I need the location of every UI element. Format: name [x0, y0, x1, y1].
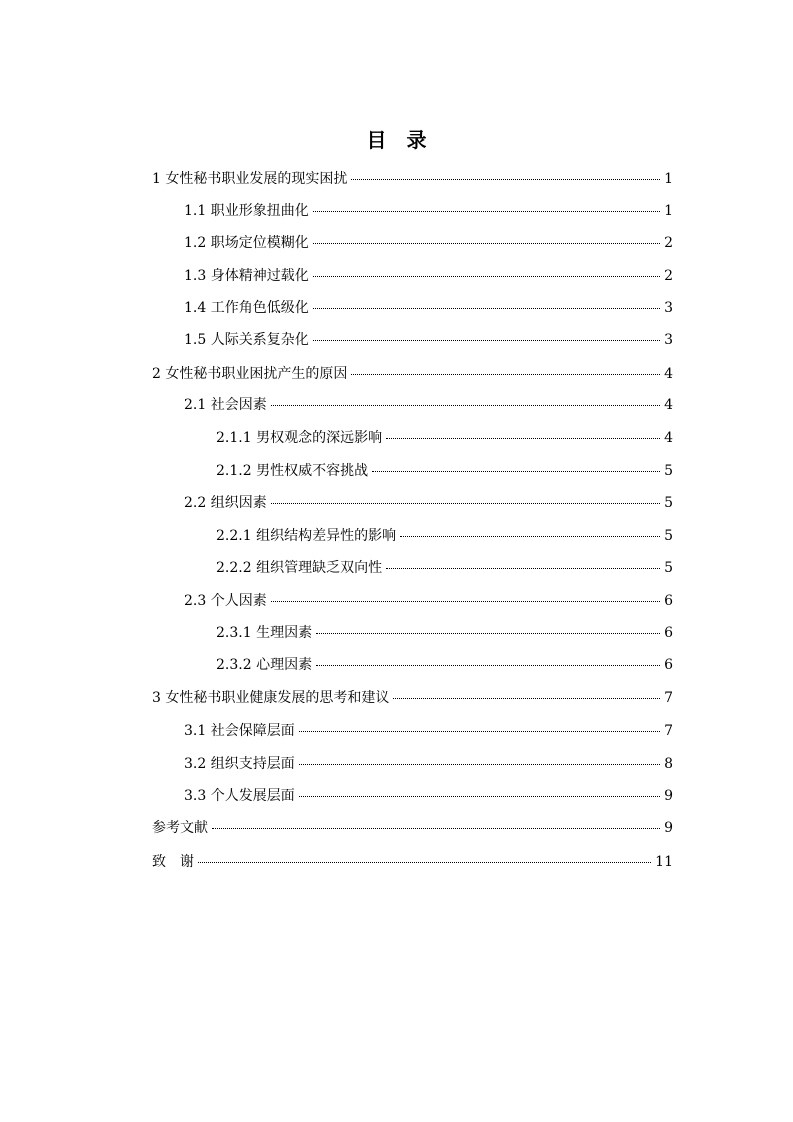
- toc-page-number: 7: [664, 690, 673, 706]
- toc-page-number: 3: [664, 332, 673, 348]
- toc-entry-text: 2.1 社会因素: [184, 397, 267, 413]
- dot-leader: [212, 827, 660, 829]
- toc-entry-text: 1.5 人际关系复杂化: [184, 332, 309, 348]
- dot-leader: [198, 861, 651, 863]
- toc-entry-text: 2.3.2 心理因素: [216, 657, 313, 673]
- toc-page-number: 7: [664, 723, 673, 739]
- dot-leader: [386, 567, 660, 569]
- toc-page-number: 5: [664, 495, 673, 511]
- toc-page-number: 4: [664, 366, 673, 382]
- toc-entry-text: 2.2.1 组织结构差异性的影响: [216, 528, 397, 544]
- toc-entry-text: 3.2 组织支持层面: [184, 756, 295, 772]
- toc-entry-2[interactable]: [152, 364, 673, 384]
- dot-leader: [313, 210, 660, 212]
- toc-page-number: 6: [664, 593, 673, 609]
- dot-leader: [313, 339, 660, 341]
- dot-leader: [299, 763, 660, 765]
- toc-entry-2-1-2[interactable]: [216, 461, 673, 481]
- toc-entry-text: 1 女性秘书职业发展的现实困扰: [152, 171, 348, 187]
- toc-title: 目录: [366, 128, 447, 152]
- toc-page-number: 4: [664, 430, 673, 446]
- toc-entry-2-2[interactable]: [184, 493, 673, 513]
- toc-page-number: 8: [664, 756, 673, 772]
- toc-entry-1-2[interactable]: [184, 233, 673, 253]
- toc-page-number: 11: [655, 854, 673, 870]
- toc-page-number: 9: [664, 788, 673, 804]
- toc-entry-1[interactable]: [152, 169, 673, 189]
- toc-entry-3-3[interactable]: [184, 786, 673, 806]
- toc-entry-2-1[interactable]: [184, 395, 673, 415]
- dot-leader: [372, 470, 660, 472]
- dot-leader: [313, 242, 660, 244]
- toc-entry-1-3[interactable]: [184, 266, 673, 286]
- toc-entry-text: 致 谢: [152, 854, 194, 870]
- dot-leader: [271, 600, 660, 602]
- toc-page-number: 5: [664, 528, 673, 544]
- toc-page-number: 9: [664, 820, 673, 836]
- toc-page-number: 4: [664, 397, 673, 413]
- toc-entry-text: 1.3 身体精神过载化: [184, 268, 309, 284]
- toc-entry-1-4[interactable]: [184, 298, 673, 318]
- dot-leader: [351, 178, 660, 180]
- dot-leader: [316, 664, 660, 666]
- dot-leader: [400, 535, 660, 537]
- toc-page-number: 6: [664, 625, 673, 641]
- toc-entry-2-3[interactable]: [184, 591, 673, 611]
- toc-entry-text: 1.4 工作角色低级化: [184, 300, 309, 316]
- toc-page-number: 5: [664, 560, 673, 576]
- dot-leader: [351, 373, 660, 375]
- dot-leader: [386, 437, 660, 439]
- toc-entry-2-3-1[interactable]: [216, 623, 673, 643]
- dot-leader: [313, 275, 660, 277]
- toc-entry-2-2-1[interactable]: [216, 526, 673, 546]
- toc-entry-2-1-1[interactable]: [216, 428, 673, 448]
- toc-page-number: 2: [664, 268, 673, 284]
- toc-entry-text: 3.1 社会保障层面: [184, 723, 295, 739]
- toc-page-number: 2: [664, 235, 673, 251]
- dot-leader: [271, 404, 660, 406]
- dot-leader: [313, 307, 660, 309]
- toc-entry-text: 2.1.2 男性权威不容挑战: [216, 463, 369, 479]
- toc-entry-text: 3.3 个人发展层面: [184, 788, 295, 804]
- toc-entry-3[interactable]: [152, 688, 673, 708]
- toc-page-number: 1: [664, 203, 673, 219]
- toc-entry-1-5[interactable]: [184, 330, 673, 350]
- toc-entry-text: 2 女性秘书职业困扰产生的原因: [152, 366, 348, 382]
- toc-entry-acknowledgements[interactable]: [152, 852, 673, 872]
- toc-entry-text: 2.2 组织因素: [184, 495, 267, 511]
- toc-page-number: 6: [664, 657, 673, 673]
- toc-entry-text: 2.3.1 生理因素: [216, 625, 313, 641]
- toc-entry-text: 1.2 职场定位模糊化: [184, 235, 309, 251]
- toc-entry-3-1[interactable]: [184, 721, 673, 741]
- toc-entry-text: 2.1.1 男权观念的深远影响: [216, 430, 383, 446]
- toc-page-number: 1: [664, 171, 673, 187]
- dot-leader: [316, 632, 660, 634]
- dot-leader: [299, 795, 660, 797]
- toc-entry-text: 3 女性秘书职业健康发展的思考和建议: [152, 690, 390, 706]
- toc-page-number: 3: [664, 300, 673, 316]
- toc-entry-text: 1.1 职业形象扭曲化: [184, 203, 309, 219]
- toc-entry-text: 参考文献: [152, 820, 208, 836]
- dot-leader: [393, 697, 660, 699]
- dot-leader: [271, 502, 660, 504]
- dot-leader: [299, 730, 660, 732]
- toc-entry-2-3-2[interactable]: [216, 655, 673, 675]
- toc-entry-3-2[interactable]: [184, 754, 673, 774]
- toc-page-number: 5: [664, 463, 673, 479]
- toc-entry-references[interactable]: [152, 818, 673, 838]
- toc-entry-text: 2.2.2 组织管理缺乏双向性: [216, 560, 383, 576]
- toc-entry-2-2-2[interactable]: [216, 558, 673, 578]
- toc-entry-1-1[interactable]: [184, 201, 673, 221]
- toc-entry-text: 2.3 个人因素: [184, 593, 267, 609]
